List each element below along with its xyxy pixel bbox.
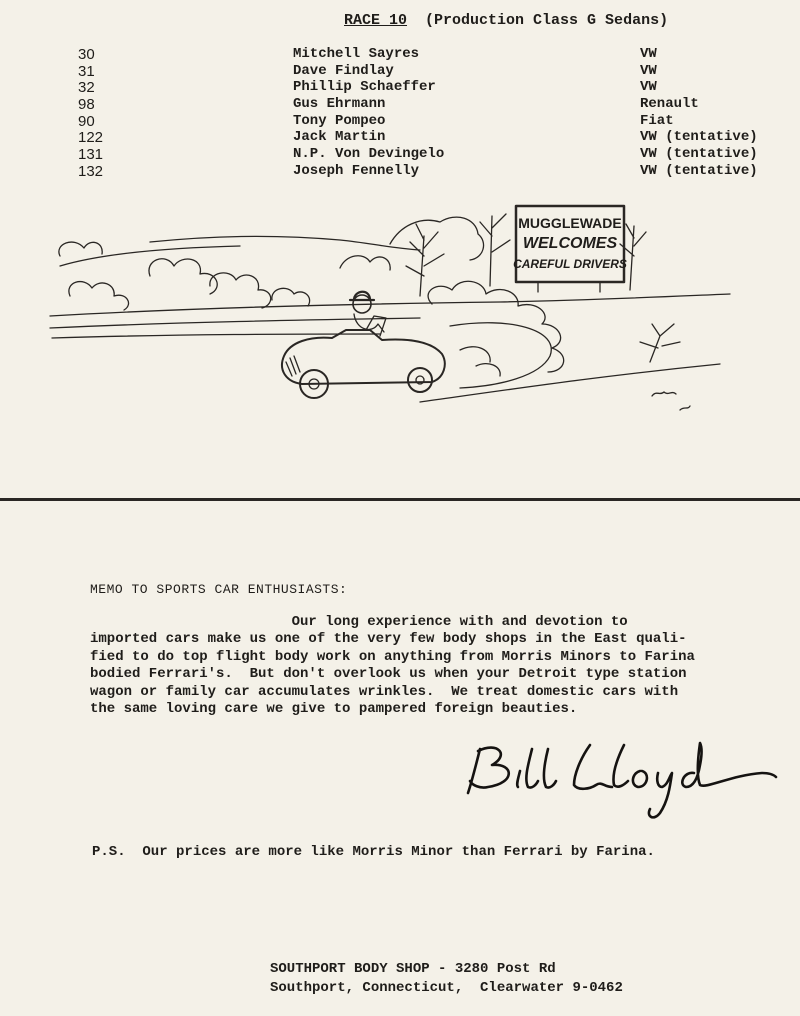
entry-driver: Tony Pompeo — [293, 112, 386, 129]
entry-number: 98 — [78, 96, 95, 114]
entry-number: 131 — [78, 146, 104, 164]
memo-line: fied to do top flight body work on anything from Morris Minors to Farina — [90, 648, 695, 665]
entry-car: VW — [640, 46, 657, 62]
bush-outline — [210, 273, 271, 308]
footer-line-2: Southport, Connecticut, Clearwater 9-0462 — [270, 980, 623, 996]
memo-heading: MEMO TO SPORTS CAR ENTHUSIASTS: — [90, 582, 348, 597]
tree-outline — [480, 214, 510, 286]
entry-row — [0, 63, 800, 80]
race-class: (Production Class G Sedans) — [425, 12, 669, 29]
entry-driver: Mitchell Sayres — [293, 46, 420, 62]
bush-outline — [272, 288, 310, 306]
bush-outline — [69, 282, 129, 310]
entry-car: VW — [640, 79, 657, 96]
race-heading — [344, 12, 668, 29]
entry-row — [0, 113, 800, 130]
bush-outline — [59, 242, 102, 256]
road-edge — [420, 364, 720, 402]
entry-car: Renault — [640, 96, 699, 113]
entry-list — [0, 46, 800, 180]
sign-line-3: CAREFUL DRIVERS — [513, 257, 627, 271]
entry-number: 31 — [78, 62, 95, 80]
entry-car: VW (tentative) — [640, 146, 758, 163]
entry-row — [0, 146, 800, 163]
entry-number: 122 — [78, 129, 104, 147]
sign-line-1: MUGGLEWADE — [518, 215, 622, 231]
cartoon-illustration — [40, 196, 760, 436]
entry-row — [0, 129, 800, 146]
entry-number: 32 — [78, 79, 95, 97]
entry-car: VW (tentative) — [640, 129, 758, 146]
memo-line: wagon or family car accumulates wrinkles. We treat domestic cars with — [90, 683, 679, 700]
entry-car: Fiat — [640, 112, 674, 129]
road-edge — [50, 294, 730, 316]
footer-line-1: SOUTHPORT BODY SHOP - 3280 Post Rd — [270, 961, 556, 977]
road-edge — [50, 318, 420, 328]
footer-address — [270, 960, 623, 998]
memo-line: the same loving care we give to pampered foreign beauties. — [90, 701, 578, 718]
entry-driver: Joseph Fennelly — [293, 162, 420, 179]
tree-outline — [340, 256, 390, 270]
entry-number: 132 — [78, 162, 104, 180]
tree-outline — [406, 224, 444, 296]
entry-driver: Phillip Schaeffer — [293, 79, 436, 96]
hill-outline — [60, 246, 240, 266]
entry-driver: Gus Ehrmann — [293, 96, 386, 113]
dust-cloud — [460, 347, 500, 376]
entry-row — [0, 96, 800, 113]
car-grille — [286, 356, 300, 376]
entry-driver: Dave Findlay — [293, 62, 394, 79]
entry-car: VW — [640, 62, 657, 79]
car-wheel — [408, 368, 432, 392]
bush-outline — [149, 259, 217, 294]
artist-signature — [652, 392, 690, 410]
entry-row — [0, 46, 800, 63]
dust-cloud — [428, 281, 564, 372]
handwritten-signature — [462, 735, 782, 825]
bush-outline — [640, 324, 680, 362]
driver-hat — [350, 292, 374, 300]
entry-number: 90 — [78, 112, 95, 130]
entry-driver: N.P. Von Devingelo — [293, 146, 445, 163]
entry-row — [0, 163, 800, 180]
entry-row — [0, 79, 800, 96]
road-curve — [450, 323, 551, 388]
section-divider — [0, 498, 800, 501]
memo-line: Our long experience with and devotion to — [90, 614, 628, 630]
sign-line-2: WELCOMES — [522, 235, 618, 252]
entry-driver: Jack Martin — [293, 129, 386, 146]
entry-car: VW (tentative) — [640, 162, 758, 179]
tree-outline — [390, 217, 484, 260]
memo-line: bodied Ferrari's. But don't overlook us when your Detroit type station — [90, 666, 687, 683]
race-title: RACE 10 — [344, 12, 408, 29]
entry-number: 30 — [78, 46, 95, 63]
memo-body — [90, 614, 730, 718]
memo-line: imported cars make us one of the very few body shops in the East quali- — [90, 631, 687, 648]
sign-post — [538, 282, 600, 292]
postscript: P.S. Our prices are more like Morris Minor than Ferrari by Farina. — [92, 844, 655, 860]
